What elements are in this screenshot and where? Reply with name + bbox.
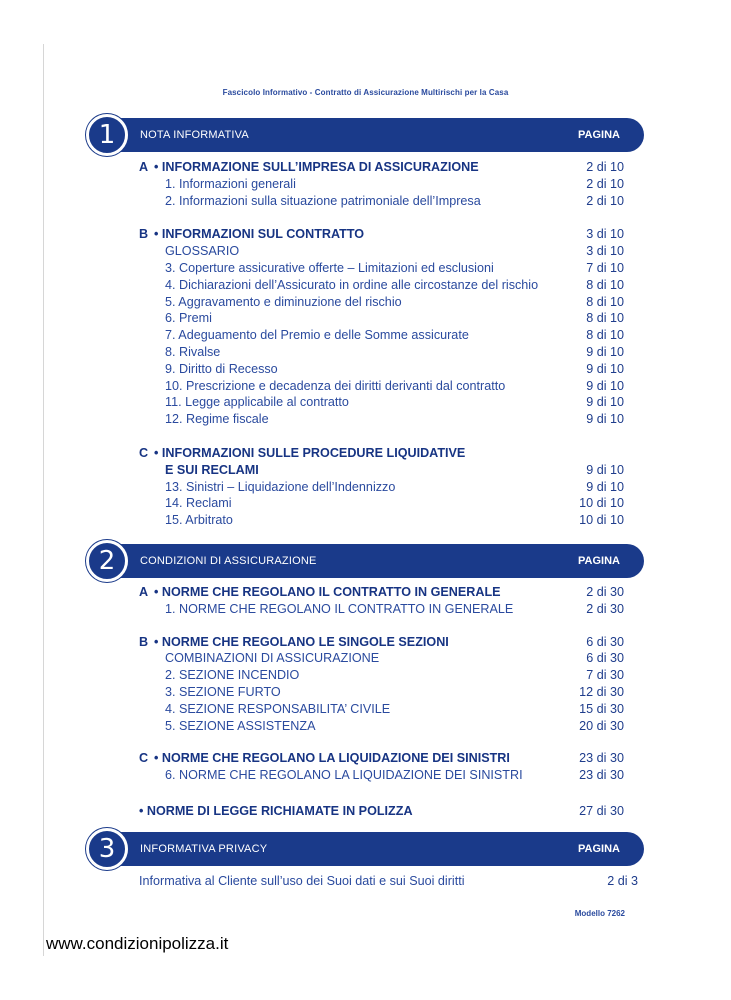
toc-item-label: 15. Arbitrato <box>165 513 233 528</box>
toc-item[interactable] <box>88 176 644 193</box>
toc-item-page: 15 di 30 <box>579 701 624 716</box>
toc-heading-letter: C <box>139 751 149 766</box>
toc-item-label: 2. Informazioni sulla situazione patrimoniale dell’Impresa <box>165 193 481 208</box>
toc-item[interactable] <box>88 294 644 311</box>
toc-item-page: 2 di 10 <box>586 176 624 191</box>
toc-item[interactable] <box>88 361 644 378</box>
website-watermark: www.condizionipolizza.it <box>46 934 229 953</box>
toc-item-label: 10. Prescrizione e decadenza dei diritti derivanti dal contratto <box>165 378 506 393</box>
toc-heading-page: 2 di 30 <box>586 585 624 599</box>
toc-heading-page: 23 di 30 <box>579 751 624 766</box>
toc-group-c <box>88 445 644 529</box>
toc-item-page: 2 di 30 <box>586 601 624 616</box>
toc-heading-letter: B <box>139 634 149 649</box>
toc-item-label: 6. NORME CHE REGOLANO LA LIQUIDAZIONE DEI SINISTRI <box>165 768 523 783</box>
toc-item[interactable] <box>88 601 644 618</box>
toc-item-label: 6. Premi <box>165 311 212 326</box>
toc-heading-letter: A <box>139 585 149 599</box>
page-margin-line <box>43 44 44 956</box>
toc-item[interactable] <box>88 310 644 327</box>
section-informativa-privacy <box>88 832 644 890</box>
toc-item[interactable] <box>88 277 644 294</box>
toc-item[interactable] <box>88 667 644 684</box>
toc-item[interactable] <box>88 512 644 529</box>
toc-item-label: COMBINAZIONI DI ASSICURAZIONE <box>165 651 380 666</box>
section-number-badge: 3 <box>86 828 128 870</box>
toc-item-page: 23 di 30 <box>579 768 624 783</box>
section-page-label: PAGINA <box>578 129 620 141</box>
section-title: CONDIZIONI DI ASSICURAZIONE <box>140 555 317 567</box>
section-title: NOTA INFORMATIVA <box>140 129 249 141</box>
toc-heading[interactable] <box>88 803 644 820</box>
section-bar <box>96 118 644 152</box>
toc-item[interactable] <box>88 873 644 890</box>
toc-heading[interactable] <box>88 634 644 651</box>
toc-item[interactable] <box>88 650 644 667</box>
toc-group-c <box>88 750 644 784</box>
toc-item[interactable] <box>88 767 644 784</box>
toc-heading-text: • INFORMAZIONI SUL CONTRATTO <box>154 227 365 242</box>
toc-item-label: 4. SEZIONE RESPONSABILITA’ CIVILE <box>165 701 391 716</box>
toc-heading-page: 9 di 10 <box>586 462 624 477</box>
toc-item-page: 9 di 10 <box>586 479 624 494</box>
toc-heading-text: • INFORMAZIONE SULL’IMPRESA DI ASSICURAZIONE <box>154 160 479 174</box>
toc-item-label: 5. SEZIONE ASSISTENZA <box>165 718 316 733</box>
toc-item-label: 3. SEZIONE FURTO <box>165 684 281 699</box>
toc-item-label: 7. Adeguamento del Premio e delle Somme assicurate <box>165 328 469 343</box>
toc-item[interactable] <box>88 411 644 428</box>
toc-heading-text: • NORME CHE REGOLANO IL CONTRATTO IN GENERALE <box>154 585 501 599</box>
toc-item-page: 9 di 10 <box>586 361 624 376</box>
toc-item[interactable] <box>88 394 644 411</box>
toc-item-page: 9 di 10 <box>586 412 624 427</box>
toc-item[interactable] <box>88 718 644 735</box>
toc-item-label: 1. Informazioni generali <box>165 176 296 191</box>
toc-item-label: 4. Dichiarazioni dell’Assicurato in ordine alle circostanze del rischio <box>165 277 539 292</box>
toc-item-label: 5. Aggravamento e diminuzione del rischio <box>165 294 402 309</box>
section-bar <box>96 544 644 578</box>
toc-item-label: 11. Legge applicabile al contratto <box>165 395 349 410</box>
toc-item-page: 12 di 30 <box>579 684 624 699</box>
section-number-badge: 2 <box>86 540 128 582</box>
toc-heading[interactable] <box>88 750 644 767</box>
toc-group-a <box>88 159 644 209</box>
toc-item[interactable] <box>88 378 644 395</box>
toc-item-page: 8 di 10 <box>586 277 624 292</box>
toc-item-page: 2 di 10 <box>586 193 624 208</box>
toc-heading-letter: B <box>139 227 149 242</box>
section-nota-informativa <box>88 118 644 529</box>
toc-item-label: 3. Coperture assicurative offerte – Limitazioni ed esclusioni <box>165 260 494 275</box>
toc-item[interactable] <box>88 243 644 260</box>
toc-heading-text-line2: E SUI RECLAMI <box>165 462 259 477</box>
document-header: Fascicolo Informativo - Contratto di Assicurazione Multirischi per la Casa <box>222 88 509 97</box>
toc-item-page: 7 di 30 <box>586 668 624 683</box>
toc-heading-text: • NORME CHE REGOLANO LE SINGOLE SEZIONI <box>154 634 449 649</box>
toc-item-page: 20 di 30 <box>579 718 624 733</box>
toc-item-page: 9 di 10 <box>586 344 624 359</box>
toc-item[interactable] <box>88 479 644 496</box>
toc-item-label: 14. Reclami <box>165 496 232 511</box>
toc-item[interactable] <box>88 701 644 718</box>
section-bar <box>96 832 644 866</box>
toc-item-page: 10 di 10 <box>579 513 624 528</box>
toc-heading[interactable] <box>88 445 644 462</box>
toc-group-b <box>88 634 644 735</box>
toc-item-label: 12. Regime fiscale <box>165 412 269 427</box>
toc-item-label: 1. NORME CHE REGOLANO IL CONTRATTO IN GENERALE <box>165 601 514 616</box>
toc-item-page: 3 di 10 <box>586 244 624 259</box>
toc-item-label: 9. Diritto di Recesso <box>165 361 278 376</box>
toc-heading-page: 2 di 10 <box>586 160 624 174</box>
toc-heading-continued[interactable] <box>88 462 644 479</box>
toc-item-page: 2 di 3 <box>607 874 638 888</box>
toc-heading[interactable] <box>88 159 644 176</box>
toc-heading[interactable] <box>88 226 644 243</box>
toc-item[interactable] <box>88 193 644 210</box>
toc-item-label: 2. SEZIONE INCENDIO <box>165 668 300 683</box>
toc-item-label: Informativa al Cliente sull’uso dei Suoi dati e sui Suoi diritti <box>139 874 465 888</box>
toc-item-page: 8 di 10 <box>586 311 624 326</box>
toc-item-label: GLOSSARIO <box>165 244 240 259</box>
toc-item-label: 8. Rivalse <box>165 344 221 359</box>
toc-item[interactable] <box>88 260 644 277</box>
section-page-label: PAGINA <box>578 555 620 567</box>
toc-item-label: 13. Sinistri – Liquidazione dell’Indennizzo <box>165 479 396 494</box>
toc-group-a <box>88 584 644 618</box>
toc-item-page: 7 di 10 <box>586 260 624 275</box>
toc-item-page: 6 di 30 <box>586 651 624 666</box>
toc-heading-page: 27 di 30 <box>579 803 624 818</box>
model-number: Modello 7262 <box>574 909 625 918</box>
toc-heading[interactable] <box>88 584 644 601</box>
toc-heading-page: 6 di 30 <box>586 634 624 649</box>
toc-item-page: 8 di 10 <box>586 294 624 309</box>
toc-heading-text: • NORME CHE REGOLANO LA LIQUIDAZIONE DEI SINISTRI <box>154 751 510 766</box>
section-condizioni-di-assicurazione <box>88 544 644 820</box>
toc-item[interactable] <box>88 495 644 512</box>
toc-heading-letter: A <box>139 160 149 174</box>
toc-item[interactable] <box>88 344 644 361</box>
toc-item[interactable] <box>88 684 644 701</box>
toc-heading-page: 3 di 10 <box>586 227 624 242</box>
section-title: INFORMATIVA PRIVACY <box>140 843 268 855</box>
toc-group-b <box>88 226 644 428</box>
toc-heading-letter: C <box>139 445 149 460</box>
toc-item-page: 8 di 10 <box>586 328 624 343</box>
toc-heading-text: • NORME DI LEGGE RICHIAMATE IN POLIZZA <box>139 803 413 818</box>
toc-item-page: 9 di 10 <box>586 378 624 393</box>
toc-group-privacy <box>88 873 644 890</box>
toc-item[interactable] <box>88 327 644 344</box>
toc-item-page: 9 di 10 <box>586 395 624 410</box>
toc-group-norme-di-legge <box>88 803 644 820</box>
toc-heading-text: • INFORMAZIONI SULLE PROCEDURE LIQUIDATIVE <box>154 445 466 460</box>
section-number-badge: 1 <box>86 114 128 156</box>
toc-item-page: 10 di 10 <box>579 496 624 511</box>
section-page-label: PAGINA <box>578 843 620 855</box>
